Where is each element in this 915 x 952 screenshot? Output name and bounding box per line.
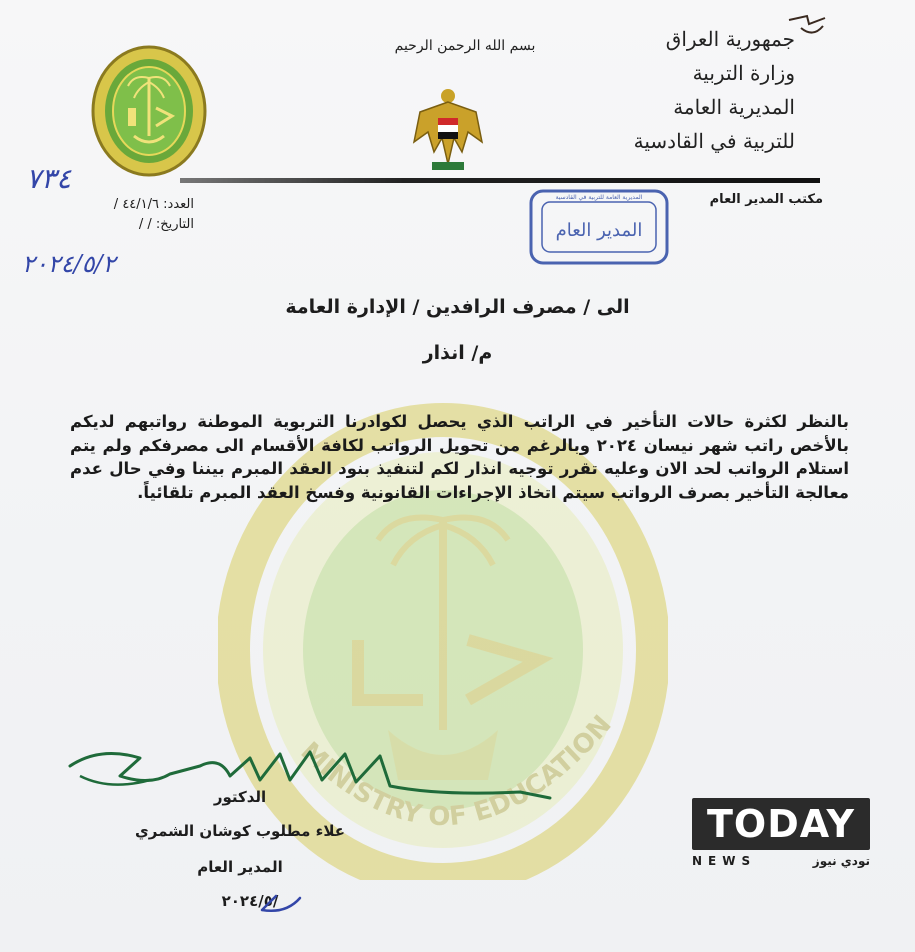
- subject-line: م/ انذار: [422, 342, 493, 364]
- svg-text:٧٣٤: ٧٣٤: [26, 162, 72, 195]
- office-label: مكتب المدير العام: [709, 192, 823, 207]
- header-institution: [595, 22, 795, 158]
- ref-number-label: العدد:: [163, 197, 194, 212]
- header-line-qadisiyah: للتربية في القادسية: [633, 129, 795, 153]
- header-line-republic: جمهورية العراق: [665, 27, 795, 51]
- brand-subtitle: [692, 854, 870, 868]
- iraq-eagle-emblem-icon: [412, 82, 484, 174]
- ref-date-label: التاريخ:: [155, 217, 194, 232]
- header-divider: [180, 178, 820, 183]
- basmala: بسم الله الرحمن الرحيم: [394, 38, 536, 54]
- signatory-title: الدكتور: [213, 788, 267, 806]
- letter-body: بالنظر لكثرة حالات التأخير في الراتب الذي يحصل لكوادرنا التربوية الموطنة رواتبهم لديكم بالأخص راتب شهر نيسان ٢٠٢٤ وبالرغم من تحويل الرواتب لكافة الأقسام الى مصرفكم ولم يتم استلام الرواتب لحد الان وعليه تقرر توجيه انذار لكم لتنفيذ بنود العقد المبرم بيننا وفي حال عدم معالجة التأخير بصرف الرواتب سيتم اتخاذ الإجراءات القانونية وفسخ العقد المبرم تلقائياً.: [70, 412, 850, 502]
- stamp-text-main: المدير العام: [555, 220, 643, 241]
- handwritten-day-mark: [256, 888, 306, 916]
- today-news-logo: [692, 798, 870, 868]
- watermark-text: MINISTRY OF EDUCATION: [294, 709, 618, 833]
- ref-number-value: ٤٤/١/٦ /: [113, 197, 160, 212]
- signatory-role: المدير العام: [197, 858, 283, 876]
- signature-flourish-icon: [787, 14, 827, 42]
- addressee: الى / مصرف الرافدين / الإدارة العامة: [285, 296, 630, 318]
- director-general-stamp: [528, 188, 670, 266]
- signatory-name: علاء مطلوب كوشان الشمري: [135, 822, 345, 840]
- brand-sub-en: NEWS: [692, 854, 757, 868]
- signature-date: ٢٠٢٤/٥/: [221, 892, 279, 910]
- handwritten-number: [20, 160, 150, 196]
- today-logo-box: [692, 798, 870, 850]
- reference-block: [74, 195, 194, 235]
- header-line-ministry: وزارة التربية: [692, 61, 795, 85]
- ministry-seal-icon: [90, 44, 208, 178]
- header-line-directorate: المديرية العامة: [673, 95, 795, 119]
- brand-name: TODAY: [706, 802, 856, 846]
- brand-sub-ar: تودي نيوز: [812, 854, 870, 868]
- ref-date-value: / /: [138, 217, 152, 232]
- stamp-text-top: المديرية العامة للتربية في القادسية: [555, 194, 643, 201]
- handwritten-date: [18, 246, 178, 280]
- svg-text:٢٠٢٤/٥/٢: ٢٠٢٤/٥/٢: [22, 250, 116, 278]
